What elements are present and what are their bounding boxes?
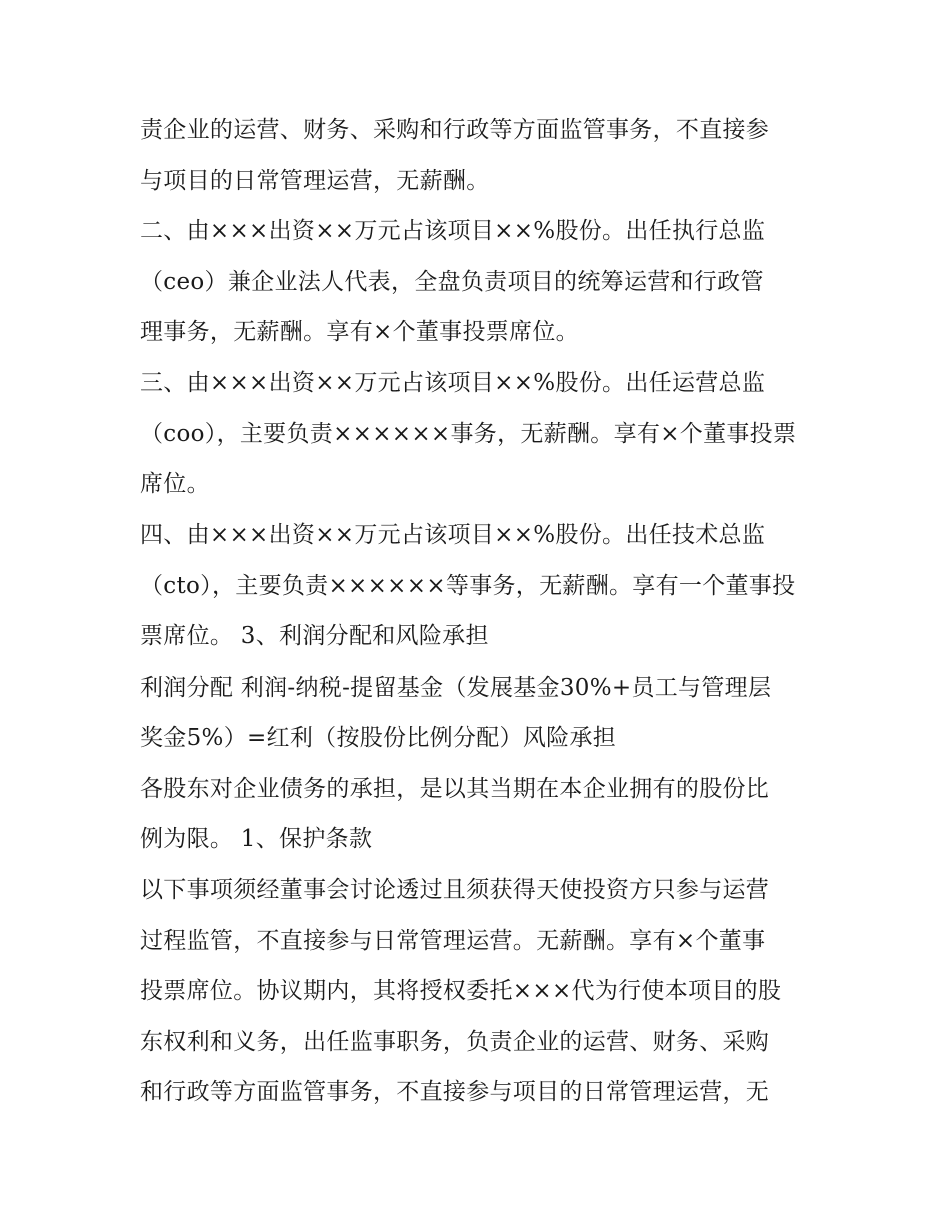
paragraph-line: （ceo）兼企业法人代表，全盘负责项目的统筹运营和行政管: [140, 269, 764, 295]
paragraph-line: 各股东对企业债务的承担，是以其当期在本企业拥有的股份比: [140, 776, 770, 802]
paragraph-line: 席位。: [140, 471, 210, 497]
paragraph-line: 和行政等方面监管事务，不直接参与项目的日常管理运营，无: [140, 1079, 770, 1105]
paragraph-line: 奖金5%）=红利（按股份比例分配）风险承担: [140, 725, 617, 751]
paragraph-line: 四、由×××出资××万元占该项目××%股份。出任技术总监: [140, 522, 766, 548]
paragraph-line: （coo），主要负责××××××事务，无薪酬。享有×个董事投票: [140, 421, 797, 447]
paragraph-line: 二、由×××出资××万元占该项目××%股份。出任执行总监: [140, 218, 766, 244]
paragraph-line: 投票席位。协议期内，其将授权委托×××代为行使本项目的股: [140, 978, 782, 1004]
paragraph-line: （cto），主要负责××××××等事务，无薪酬。享有一个董事投: [140, 573, 796, 599]
paragraph-line: 理事务，无薪酬。享有×个董事投票席位。: [140, 319, 579, 345]
paragraph-line: 利润分配 利润-纳税-提留基金（发展基金30%+员工与管理层: [140, 675, 772, 701]
paragraph-line: 东权利和义务，出任监事职务，负责企业的运营、财务、采购: [140, 1029, 770, 1055]
paragraph-line: 三、由×××出资××万元占该项目××%股份。出任运营总监: [140, 370, 766, 396]
paragraph-line: 责企业的运营、财务、采购和行政等方面监管事务，不直接参: [140, 117, 770, 143]
paragraph-line: 过程监管，不直接参与日常管理运营。无薪酬。享有×个董事: [140, 928, 766, 954]
paragraph-line: 票席位。 3、利润分配和风险承担: [140, 623, 489, 649]
paragraph-line: 例为限。 1、保护条款: [140, 826, 373, 852]
paragraph-line: 以下事项须经董事会讨论透过且须获得天使投资方只参与运营: [140, 877, 770, 903]
paragraph-line: 与项目的日常管理运营，无薪酬。: [140, 168, 490, 194]
